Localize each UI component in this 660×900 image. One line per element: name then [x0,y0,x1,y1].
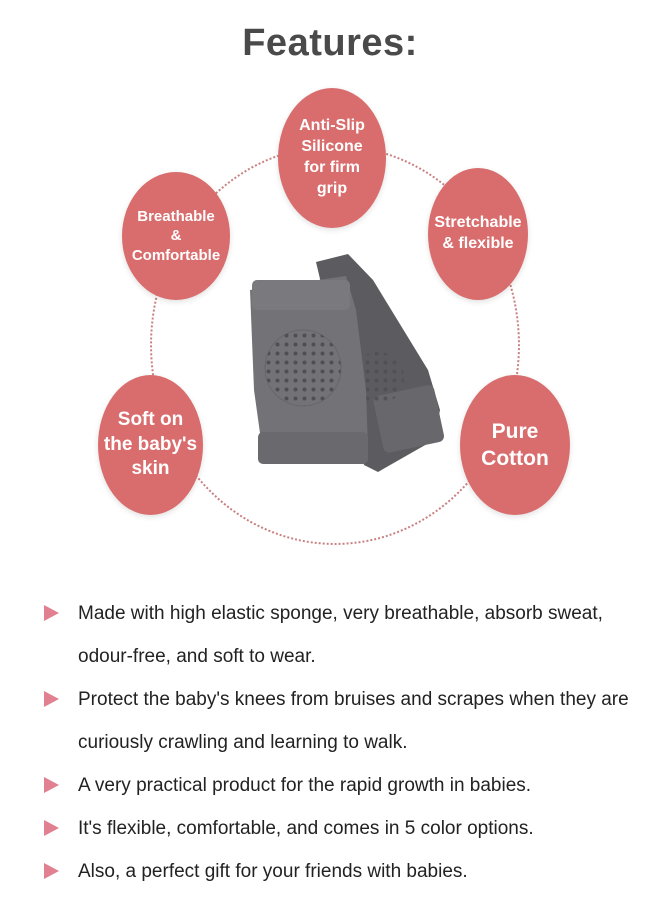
feature-breathable-label: Breathable & Comfortable [131,207,221,264]
feature-soft [98,375,203,515]
arrow-icon [44,691,59,707]
feature-breathable [122,172,230,300]
feature-list [44,592,644,893]
feature-anti-slip [278,88,386,228]
knee-pads-image [228,250,453,490]
list-item-text: A very practical product for the rapid growth in babies. [78,775,532,796]
list-item-text: Made with high elastic sponge, very breathable, absorb sweat, odour-free, and soft to wear. [78,603,603,667]
list-item-text: It's flexible, comfortable, and comes in 5 color options. [78,818,534,839]
page-title: Features: [242,22,418,64]
arrow-icon [44,863,59,879]
list-item [44,592,644,678]
list-item [44,807,644,850]
arrow-icon [44,820,59,836]
arrow-icon [44,777,59,793]
feature-cotton [460,375,570,515]
list-item [44,764,644,807]
feature-soft-label: Soft on the baby's skin [103,408,198,480]
arrow-icon [44,605,59,621]
feature-anti-slip-label: Anti-Slip Silicone for firm grip [299,117,365,197]
list-item-text: Protect the baby's knees from bruises and scrapes when they are curiously crawling and learning to walk. [78,689,629,753]
list-item [44,678,644,764]
list-item [44,850,644,893]
feature-stretchable-label: Stretchable & flexible [434,214,522,252]
list-item-text: Also, a perfect gift for your friends with babies. [78,861,468,882]
feature-cotton-label: Pure Cotton [481,419,549,470]
